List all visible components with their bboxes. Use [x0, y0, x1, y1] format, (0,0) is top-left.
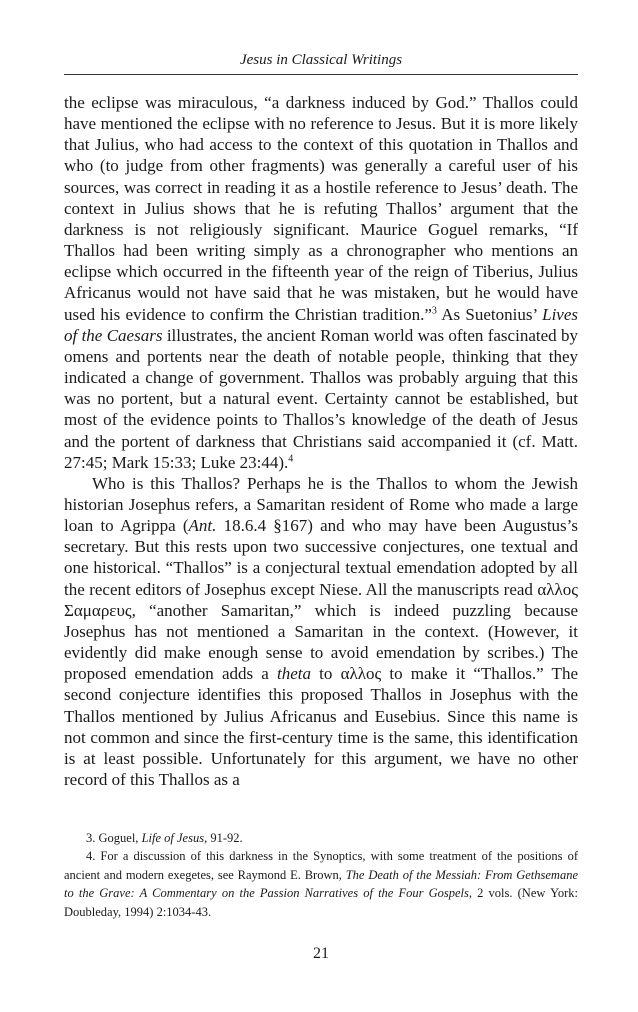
term-theta: theta	[277, 664, 312, 684]
footnote-number: 4.	[86, 849, 96, 864]
paragraph-2-text-a: Who is this Thallos? Perhaps he is the Thallos to whom the Jewish historian Josephus refers, a Samaritan resident of Rome who made a large loan to Agrippa (	[64, 473, 578, 536]
paragraph-2	[64, 473, 578, 790]
header-rule	[64, 74, 578, 75]
paragraph-2-text-b: 18.6.4 §167) and who may have been Augustus’s secretary. But this rests upon two successive conjectures, one textual and one historical. “Thallos” is a conjectural textual emendation adopted by all the recent editors of Josephus except Niese. All the manuscripts read αλλος Σαμαρευς, “another Samaritan,” which is indeed puzzling because Josephus has not mentioned a Samaritan in the context. (However, it evidently did make enough sense to avoid emendation by scribes.) The proposed emendation adds a	[64, 516, 578, 684]
paragraph-1-text-b: As Suetonius’	[436, 304, 543, 324]
book-title-lives-of-the-caesars: Lives of the Caesars	[64, 304, 579, 345]
footnote-4	[64, 847, 578, 921]
footnote-text: , 2 vols. (New York: Doubleday, 1994) 2:1034-43.	[64, 886, 578, 919]
footnote-ref-4: 4	[288, 453, 294, 464]
page-number: 21	[313, 945, 329, 962]
footnotes	[64, 829, 578, 921]
footnote-number: 3.	[86, 831, 96, 845]
footnote-text: Goguel,	[95, 831, 142, 845]
running-head: Jesus in Classical Writings	[239, 52, 403, 68]
footnote-text: For a discussion of this darkness in the Synoptics, with some treatment of the positions of ancient and modern exegetes, see Raymond E. Brown,	[64, 849, 578, 882]
footnote-ref-3: 3	[431, 304, 437, 316]
paragraph-2-text-c: to αλλος to make it “Thallos.” The second conjecture identifies this proposed Thallos in Josephus with the Thallos mentioned by Julius Africanus and Eusebius. Since this name is not common and since the first-century time is the same, this identification is at least possible. Unfortunately for this argument, we have no other record of this Thallos as a	[64, 664, 578, 789]
footnote-text: , 91-92.	[204, 831, 243, 845]
paragraph-1-text-a: the eclipse was miraculous, “a darkness induced by God.” Thallos could have mentioned the eclipse with no reference to Jesus. But it is more likely that Julius, who had access to the context of this quotation in Thallos and who (to judge from other fragments) was generally a careful user of his sources, was correct in reading it as a hostile reference to Jesus’ death. The context in Julius shows that he is refuting Thallos’ argument that the darkness is not religiously significant. Maurice Goguel remarks, “If Thallos had been writing simply as a chronographer who mentions an eclipse which occurred in the fifteenth year of the reign of Tiberius, Julius Africanus would not have said that he was mistaken, but he would have used his evidence to confirm the Christian tradition.”	[64, 93, 578, 324]
footnote-3	[64, 829, 578, 847]
paragraph-1-text-c: illustrates, the ancient Roman world was often fascinated by omens and portents near the death of notable people, thinking that they indicated a change of government. Thallos was probably arguing that this was no portent, but a natural event. Certainty cannot be established, but most of the evidence points to Thallos’s knowledge of the death of Jesus and the portent of darkness that Christians said accompanied it (cf. Matt. 27:45; Mark 15:33; Luke 23:44).	[64, 325, 578, 472]
paragraph-1	[64, 92, 578, 473]
main-text	[64, 92, 578, 790]
footnote-title: Life of Jesus	[141, 831, 205, 845]
abbreviation-ant: Ant.	[188, 516, 217, 536]
footnote-title: The Death of the Messiah: From Gethsemane to the Grave: A Commentary on the Passion Narratives of the Four Gospels	[64, 867, 578, 901]
